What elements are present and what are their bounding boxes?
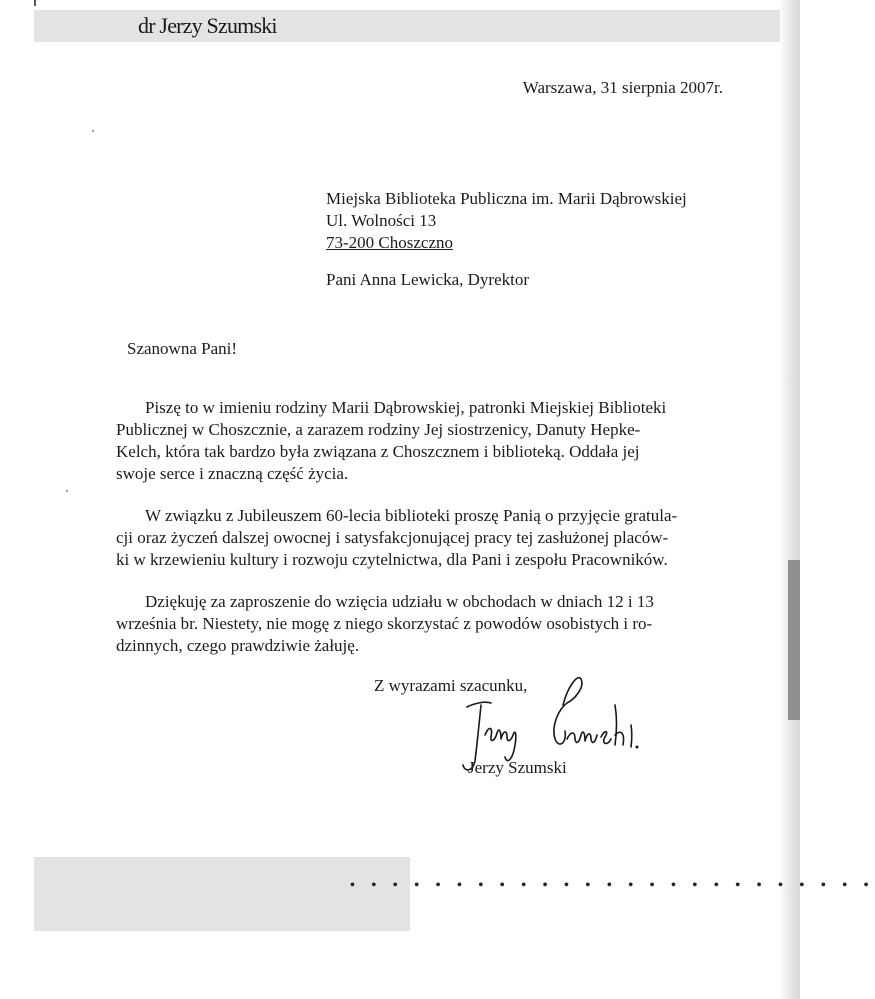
body-line: Kelch, która tak bardzo była związana z Choszcznem i biblioteką. Oddała jej xyxy=(116,442,640,461)
letterhead-name: dr Jerzy Szumski xyxy=(138,13,277,38)
signer-name: Jerzy Szumski xyxy=(468,758,567,777)
letter-date: Warszawa, 31 sierpnia 2007r. xyxy=(522,78,723,97)
body-line: swoje serce i znaczną część życia. xyxy=(116,464,349,483)
closing-phrase: Z wyrazami szacunku, xyxy=(374,676,528,695)
footer-dotted-line: • • • • • • • • • • • • • • • • • • • • • • • • • xyxy=(350,878,875,893)
recipient-address xyxy=(326,188,687,254)
scan-edge-shadow xyxy=(788,560,800,720)
body-line: ki w krzewieniu kultury i rozwoju czytelnictwa, dla Pani i zespołu Pracowników. xyxy=(116,550,668,569)
recipient-name: Pani Anna Lewicka, Dyrektor xyxy=(326,270,529,289)
body-paragraph xyxy=(116,397,728,485)
letter-body xyxy=(116,397,728,677)
body-line: Publicznej w Choszcznie, a zarazem rodziny Jej siostrzenicy, Danuty Hepke- xyxy=(116,420,641,439)
salutation: Szanowna Pani! xyxy=(127,339,238,358)
address-line: Ul. Wolności 13 xyxy=(326,211,437,230)
body-line: Piszę to w imieniu rodziny Marii Dąbrowskiej, patronki Miejskiej Biblioteki xyxy=(145,398,667,417)
body-paragraph xyxy=(116,591,728,657)
body-line: W związku z Jubileuszem 60-lecia biblioteki proszę Panią o przyjęcie gratula- xyxy=(145,506,678,525)
footer-band xyxy=(34,857,410,931)
scan-mark xyxy=(34,0,36,6)
body-line: dzinnych, czego prawdziwie żałuję. xyxy=(116,636,360,655)
body-line: cji oraz życzeń dalszej owocnej i satysfakcjonującej pracy tej zasłużonej placów- xyxy=(116,528,669,547)
address-line: Miejska Biblioteka Publiczna im. Marii Dąbrowskiej xyxy=(326,189,687,208)
scan-speck xyxy=(92,130,94,132)
scan-speck xyxy=(66,490,68,492)
body-paragraph xyxy=(116,505,728,571)
scan-right-edge xyxy=(780,0,800,999)
body-line: Dziękuję za zaproszenie do wzięcia udziału w obchodach w dniach 12 i 13 xyxy=(145,592,654,611)
body-line: września br. Niestety, nie mogę z niego skorzystać z powodów osobistych i ro- xyxy=(116,614,653,633)
address-line-postal: 73-200 Choszczno xyxy=(326,233,454,252)
